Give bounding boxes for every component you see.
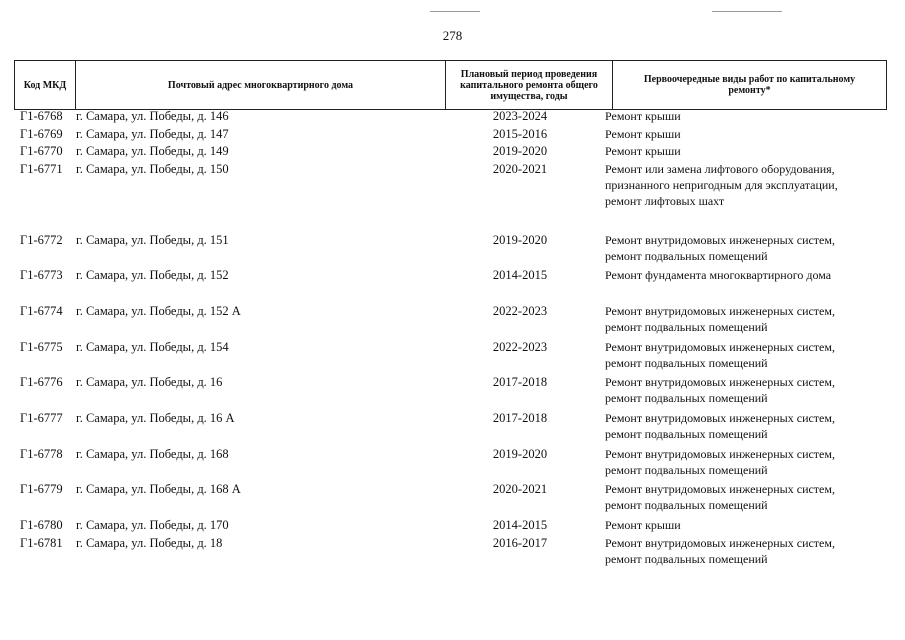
cell-period: 2019-2020 xyxy=(492,233,548,247)
cell-code: Г1-6768 xyxy=(20,109,63,123)
table-header xyxy=(14,60,887,110)
cell-period: 2022-2023 xyxy=(492,304,548,318)
cell-address: г. Самара, ул. Победы, д. 168 xyxy=(76,447,229,461)
cell-period: 2019-2020 xyxy=(492,447,548,461)
cell-address: г. Самара, ул. Победы, д. 147 xyxy=(76,127,229,141)
cell-address: г. Самара, ул. Победы, д. 146 xyxy=(76,109,229,123)
cell-period: 2016-2017 xyxy=(492,536,548,550)
scan-artifact-left xyxy=(430,11,480,12)
cell-address: г. Самара, ул. Победы, д. 18 xyxy=(76,536,223,550)
cell-period: 2017-2018 xyxy=(492,375,548,389)
scan-artifact-right xyxy=(712,11,782,12)
cell-period: 2022-2023 xyxy=(492,340,548,354)
cell-works: Ремонт или замена лифтового оборудования, признанного непригодным для эксплуатации, ремонт лифтовых шахт xyxy=(605,162,838,208)
header-works: Первоочередные виды работ по капитальному ремонту* xyxy=(612,61,886,109)
cell-period: 2020-2021 xyxy=(492,482,548,496)
cell-works: Ремонт внутридомовых инженерных систем, ремонт подвальных помещений xyxy=(605,536,835,566)
cell-period: 2014-2015 xyxy=(492,268,548,282)
cell-address: г. Самара, ул. Победы, д. 152 xyxy=(76,268,229,282)
cell-code: Г1-6770 xyxy=(20,144,63,158)
cell-works: Ремонт внутридомовых инженерных систем, ремонт подвальных помещений xyxy=(605,411,835,441)
cell-works: Ремонт крыши xyxy=(605,109,681,123)
cell-code: Г1-6774 xyxy=(20,304,63,318)
header-code: Код МКД xyxy=(23,79,67,91)
cell-works: Ремонт фундамента многоквартирного дома xyxy=(605,268,832,282)
cell-code: Г1-6769 xyxy=(20,127,63,141)
cell-code: Г1-6773 xyxy=(20,268,63,282)
header-period: Плановый период проведения капитального ремонта общего имущества, годы xyxy=(445,61,612,109)
cell-code: Г1-6771 xyxy=(20,162,63,176)
cell-works: Ремонт внутридомовых инженерных систем, ремонт подвальных помещений xyxy=(605,482,835,512)
cell-code: Г1-6777 xyxy=(20,411,63,425)
cell-address: г. Самара, ул. Победы, д. 152 А xyxy=(76,304,241,318)
cell-address: г. Самара, ул. Победы, д. 168 А xyxy=(76,482,241,496)
cell-address: г. Самара, ул. Победы, д. 170 xyxy=(76,518,229,532)
cell-address: г. Самара, ул. Победы, д. 151 xyxy=(76,233,229,247)
cell-code: Г1-6775 xyxy=(20,340,63,354)
cell-code: Г1-6772 xyxy=(20,233,63,247)
header-address: Почтовый адрес многоквартирного дома xyxy=(75,61,445,109)
cell-period: 2019-2020 xyxy=(492,144,548,158)
cell-period: 2014-2015 xyxy=(492,518,548,532)
cell-period: 2017-2018 xyxy=(492,411,548,425)
cell-works: Ремонт внутридомовых инженерных систем, ремонт подвальных помещений xyxy=(605,304,835,334)
page-number: 278 xyxy=(442,28,463,43)
cell-works: Ремонт крыши xyxy=(605,518,681,532)
cell-works: Ремонт крыши xyxy=(605,127,681,141)
cell-address: г. Самара, ул. Победы, д. 16 А xyxy=(76,411,235,425)
cell-address: г. Самара, ул. Победы, д. 16 xyxy=(76,375,223,389)
cell-address: г. Самара, ул. Победы, д. 149 xyxy=(76,144,229,158)
cell-works: Ремонт внутридомовых инженерных систем, ремонт подвальных помещений xyxy=(605,375,835,405)
cell-code: Г1-6780 xyxy=(20,518,63,532)
cell-address: г. Самара, ул. Победы, д. 154 xyxy=(76,340,229,354)
cell-code: Г1-6779 xyxy=(20,482,63,496)
cell-period: 2015-2016 xyxy=(492,127,548,141)
cell-works: Ремонт крыши xyxy=(605,144,681,158)
cell-works: Ремонт внутридомовых инженерных систем, ремонт подвальных помещений xyxy=(605,447,835,477)
cell-period: 2023-2024 xyxy=(492,109,548,123)
cell-code: Г1-6776 xyxy=(20,375,63,389)
cell-period: 2020-2021 xyxy=(492,162,548,176)
cell-code: Г1-6781 xyxy=(20,536,63,550)
cell-works: Ремонт внутридомовых инженерных систем, ремонт подвальных помещений xyxy=(605,233,835,263)
cell-code: Г1-6778 xyxy=(20,447,63,461)
cell-address: г. Самара, ул. Победы, д. 150 xyxy=(76,162,229,176)
cell-works: Ремонт внутридомовых инженерных систем, ремонт подвальных помещений xyxy=(605,340,835,370)
